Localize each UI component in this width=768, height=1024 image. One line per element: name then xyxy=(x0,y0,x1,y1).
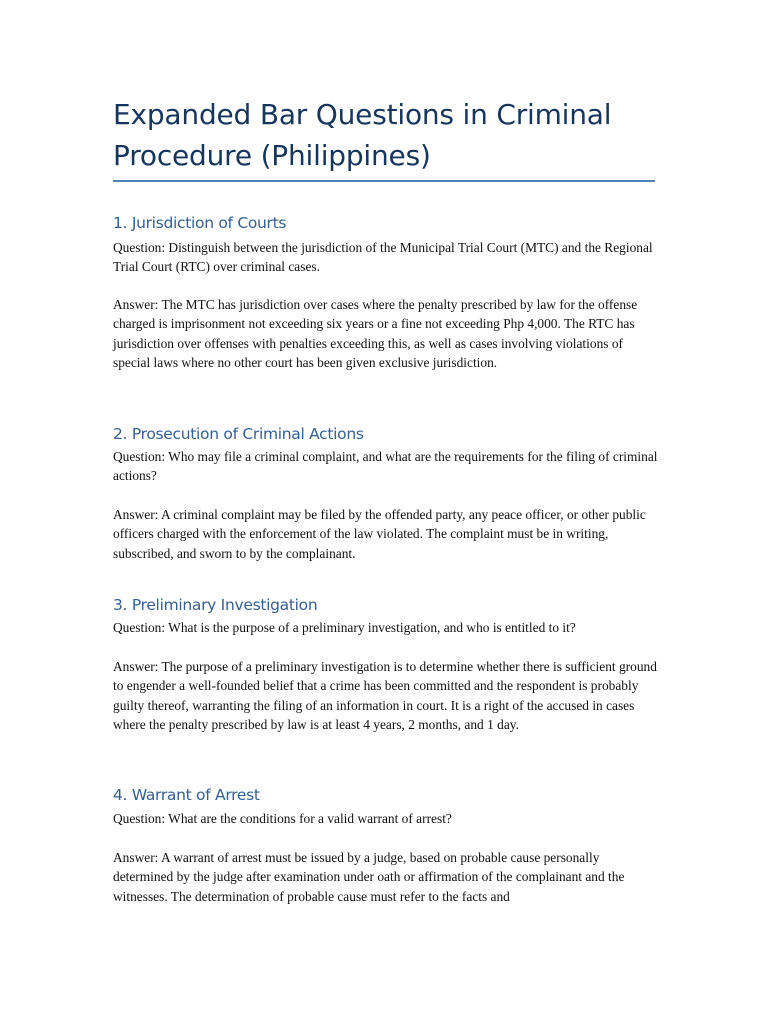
section-heading-preliminary-investigation: 3. Preliminary Investigation xyxy=(113,596,318,614)
section-question-jurisdiction: Question: Distinguish between the jurisdiction of the Municipal Trial Court (MTC) and the Regional Trial Court (RTC) over criminal cases. xyxy=(113,240,653,275)
section-heading-prosecution: 2. Prosecution of Criminal Actions xyxy=(113,425,364,443)
section-question-warrant-of-arrest: Question: What are the conditions for a valid warrant of arrest? xyxy=(113,811,452,826)
section-question-preliminary-investigation: Question: What is the purpose of a preliminary investigation, and who is entitled to it? xyxy=(113,620,576,635)
section-answer-jurisdiction: Answer: The MTC has jurisdiction over cases where the penalty prescribed by law for the offense charged is imprisonment not exceeding six years or a fine not exceeding Php 4,000. The RTC has jurisdiction over offenses with penalties exceeding this, as well as cases involving violations of special laws where no other court has been given exclusive jurisdiction. xyxy=(113,297,638,371)
section-answer-warrant-of-arrest: Answer: A warrant of arrest must be issued by a judge, based on probable cause personally determined by the judge after examination under oath or affirmation of the complainant and the witnesses. The determination of probable cause must refer to the facts and xyxy=(113,850,625,904)
document-title: Expanded Bar Questions in Criminal Procedure (Philippines) xyxy=(113,98,612,172)
section-heading-warrant-of-arrest: 4. Warrant of Arrest xyxy=(113,786,260,804)
title-underline xyxy=(113,180,655,182)
section-answer-preliminary-investigation: Answer: The purpose of a preliminary investigation is to determine whether there is sufficient ground to engender a well-founded belief that a crime has been committed and the respondent is probably guilty thereof, warranting the filing of an information in court. It is a right of the accused in cases where the penalty prescribed by law is at least 4 years, 2 months, and 1 day. xyxy=(113,659,657,733)
section-answer-prosecution: Answer: A criminal complaint may be filed by the offended party, any peace officer, or other public officers charged with the enforcement of the law violated. The complaint must be in writing, subscribed, and sworn to by the complainant. xyxy=(113,507,646,561)
section-heading-jurisdiction: 1. Jurisdiction of Courts xyxy=(113,214,287,232)
section-question-prosecution: Question: Who may file a criminal complaint, and what are the requirements for the filing of criminal actions? xyxy=(113,449,658,484)
